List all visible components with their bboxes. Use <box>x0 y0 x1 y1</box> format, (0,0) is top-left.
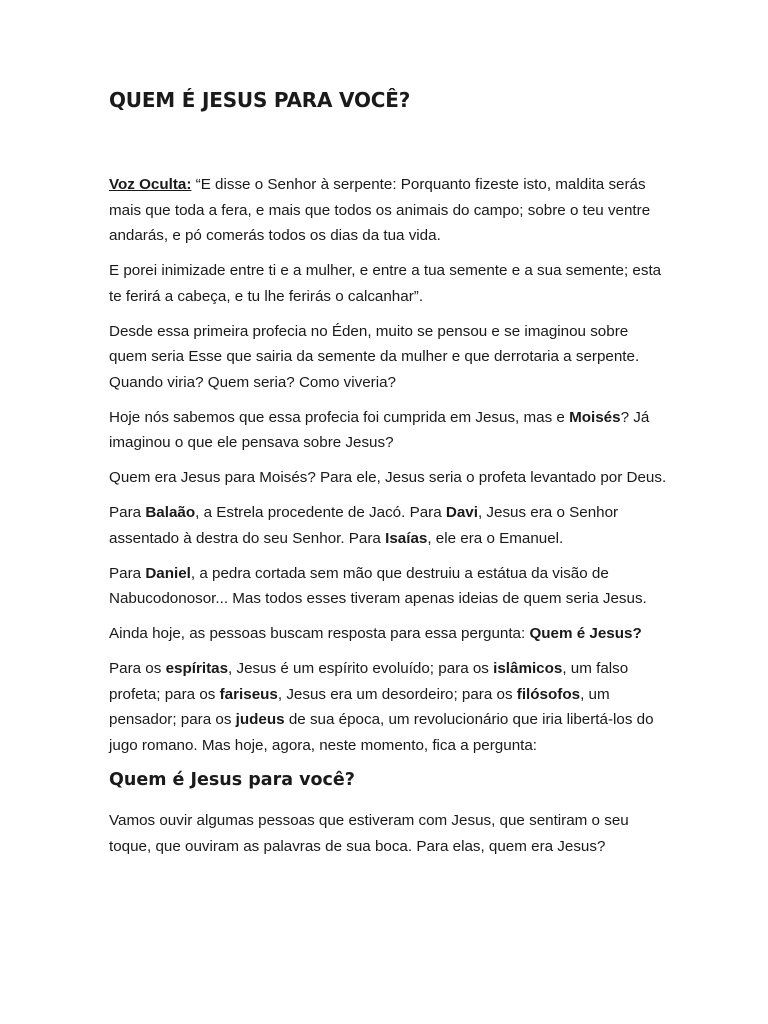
paragraph-6: Para Balaão, a Estrela procedente de Jacó. Para Davi, Jesus era o Senhor assentado à destra do seu Senhor. Para Isaías, ele era o Emanuel. <box>109 504 619 547</box>
paragraph-10: Vamos ouvir algumas pessoas que estiveram com Jesus, que sentiram o seu toque, que ouviram as palavras de sua boca. Para elas, quem era Jesus? <box>109 812 629 855</box>
paragraph-2: E porei inimizade entre ti e a mulher, e entre a tua semente e a sua semente; esta te ferirá a cabeça, e tu lhe ferirás o calcanhar”. <box>109 262 662 305</box>
paragraph-3: Desde essa primeira profecia no Éden, muito se pensou e se imaginou sobre quem seria Esse que sairia da semente da mulher e que derrotaria a serpente. Quando viria? Quem seria? Como viveria? <box>109 322 640 391</box>
paragraph-8: Ainda hoje, as pessoas buscam resposta para essa pergunta: Quem é Jesus? <box>109 625 642 642</box>
paragraph-4: Hoje nós sabemos que essa profecia foi cumprida em Jesus, mas e Moisés? Já imaginou o que ele pensava sobre Jesus? <box>109 408 650 451</box>
voz-oculta-label: Voz Oculta: <box>109 176 192 193</box>
document-title: QUEM É JESUS PARA VOCÊ? <box>109 88 411 112</box>
subheading: Quem é Jesus para você? <box>109 770 355 790</box>
paragraph-7: Para Daniel, a pedra cortada sem mão que destruiu a estátua da visão de Nabucodonosor... Mas todos esses tiveram apenas ideias de quem seria Jesus. <box>109 564 647 607</box>
paragraph-9: Para os espíritas, Jesus é um espírito evoluído; para os islâmicos, um falso profeta; para os fariseus, Jesus era um desordeiro; para os filósofos, um pensador; para os judeus de sua época, um revolucionário que iria libertá-los do jugo romano. Mas hoje, agora, neste momento, fica a pergunta: <box>109 660 654 754</box>
paragraph-5: Quem era Jesus para Moisés? Para ele, Jesus seria o profeta levantado por Deus. <box>109 469 667 486</box>
document-body <box>109 172 669 869</box>
paragraph-1: Voz Oculta: “E disse o Senhor à serpente: Porquanto fizeste isto, maldita serás mais que toda a fera, e mais que todos os animais do campo; sobre o teu ventre andarás, e pó comerás todos os dias da tua vida. <box>109 176 651 244</box>
